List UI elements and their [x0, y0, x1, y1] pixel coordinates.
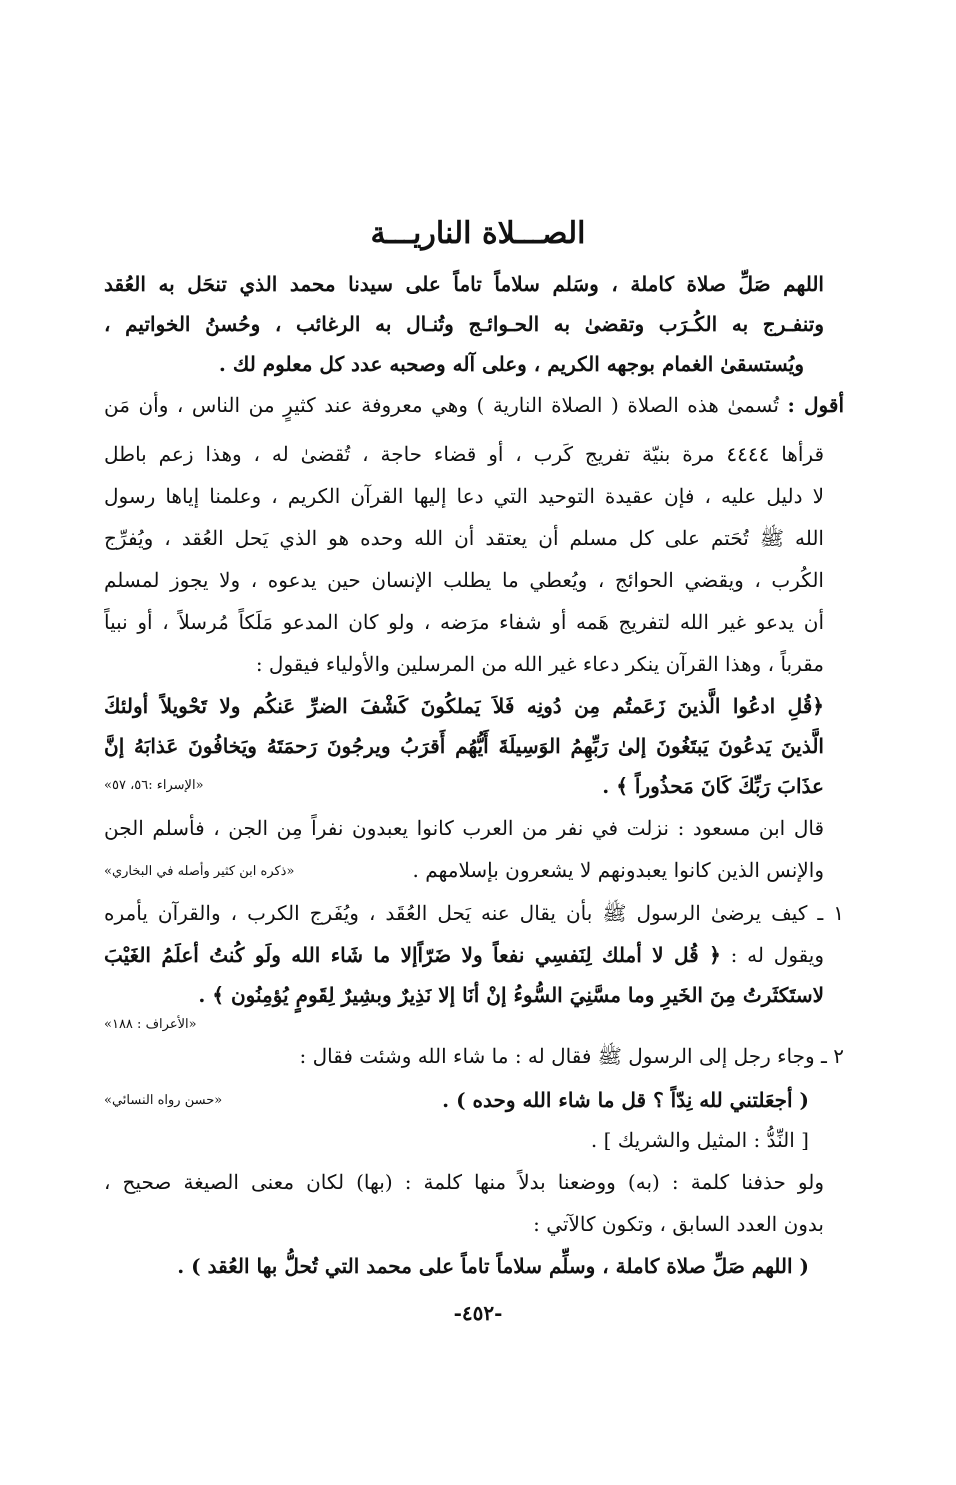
aqul-line-1 [104, 385, 844, 425]
reference-araf: «الأعراف : ١٨٨» [104, 1017, 197, 1032]
item-2-number: ٢ ـ [821, 1044, 844, 1068]
reference-ibn-kathir: «ذكره ابن كثير وأصله في البخاري» [104, 864, 295, 879]
page-number: -٤٥٢- [453, 1301, 503, 1325]
ibn-masud-line-2: والإنس الذين كانوا يعبدونهم لا يشعرون بإسلامهم . [412, 858, 824, 882]
aqul-line-3: لا دليل عليه ، فإن عقيدة التوحيد التي دعا إليها القرآن الكريم ، وعلمنا إياها رسول [104, 484, 824, 508]
quran-verse-1-line-1: ﴿قُلِ ادعُوا الَّذينَ زَعَمتُم مِن دُونِه فَلاَ يَملكُونَ كَشْفَ الضرِّ عَنكُم ولا تَحْويلاً أولئكَ [104, 694, 824, 718]
aqul-line-2: قرأها ٤٤٤٤ مرة بنيّة تفريج كَرب ، أو قضاء حاجة ، تُقضىٰ له ، وهذا زعم باطل [104, 442, 824, 466]
reference-isra: «الإسراء :٥٦، ٥٧» [104, 778, 204, 793]
aqul-line-7: مقرباً ، وهذا القرآن ينكر دعاء غير الله من المرسلين والأولياء فيقول : [255, 652, 824, 676]
quran-verse-1-line-2: الَّذينَ يَدعُونَ يَبتَغُونَ إلىٰ رَبِّهِمُ الوَسِيلَةَ أَيُّهُم أَقرَبُ ويرجُونَ رَحمَتَهُ ويَخافُونَ عَذابَهُ إنَّ [104, 734, 824, 758]
ibn-masud-line-1: قال ابن مسعود : نزلت في نفر من العرب كانوا يعبدون نفراً مِن الجن ، فأسلم الجن [104, 816, 824, 840]
aqul-line-5: الكُرب ، ويقضي الحوائج ، ويُعطي ما يطلب الإنسان حين يدعوه ، ولا يجوز لمسلم [104, 568, 824, 592]
prayer-line-1: اللهم صَلِّ صلاة كاملة ، وسَلم سلاماً تاماً على سيدنا محمد الذي تنحَل به العُقد [104, 272, 824, 296]
closing-line-2: بدون العدد السابق ، وتكون كالآتي : [533, 1212, 824, 1236]
quran-araf-line-2: لاستَكثَرتُ مِنَ الخَيرِ وما مسَّنِيَ السُّوءُ إنْ أنَا إلا نَذِيرٌ وبشِيرٌ لِقَومٍ يُؤمِنُون ﴾ . [198, 983, 824, 1007]
final-prayer: ( اللهم صَلِّ صلاة كاملة ، وسلِّم سلاماً تاماً على محمد التي تُحلُّ بها العُقد ) . [177, 1254, 809, 1278]
item-1-line-1 [104, 893, 844, 933]
page-title: الصـــلاة الناريـــة [370, 216, 586, 251]
quran-araf-line-1: ﴿ قُل لا أملك لِنَفسِي نفعاً ولا ضَرّاًإلا ما شَاء الله ولَو كُنتُ أعلَمُ الغَيْبَ [104, 943, 721, 967]
nidd-gloss: [ النِّدُّ : المثيل والشريك ] . [590, 1128, 809, 1152]
aqul-line-4: الله ﷺ تُحَتم على كل مسلم أن يعتقد أن الله وحده هو الذي يَحل العُقد ، ويُفرِّج [104, 526, 824, 550]
aqul-line-6: أن يدعو غير الله لتفريج هَمه أو شفاء مرَضه ، ولو كان المدعو مَلَكاً مُرسلاً ، أو نبياً [104, 610, 824, 634]
item-1-text: كيف يرضىٰ الرسول ﷺ بأن يقال عنه يَحل العُقَد ، ويُفَرج الكرب ، والقرآن يأمره [104, 901, 808, 925]
item-1-number: ١ ـ [817, 901, 844, 925]
aqul-label: أقول : [787, 393, 844, 417]
reference-nasai: «حسن رواه النسائي» [104, 1093, 223, 1108]
item-2-text: وجاء رجل إلى الرسول ﷺ فقال له : ما شاء الله وشئت فقال : [299, 1044, 815, 1068]
hadith-text: ( أجعَلتني لله نِدّاً ؟ قل ما شاء الله وحده ) . [442, 1088, 809, 1112]
aqul-first-text: تُسمىٰ هذه الصلاة ( الصلاة النارية ) وهي معروفة عند كثيرٍ من الناس ، وأن مَن [104, 393, 779, 417]
prayer-line-2: وتنفـرج به الكُـرَب وتقضىٰ به الحـوائـج وتُنـال به الرغائب ، وحُسنُ الخواتيم ، [104, 312, 824, 336]
item-1-intro: ويقول له : [730, 943, 824, 967]
closing-line-1: ولو حذفنا كلمة : (به) ووضعنا بدلاً منها كلمة : (بها) لكان معنى الصيغة صحيح ، [104, 1170, 824, 1194]
prayer-line-3: ويُستسقىٰ الغمام بوجهه الكريم ، وعلى آله وصحبه عدد كل معلوم لك . [218, 352, 804, 376]
quran-verse-1-line-3: عذَابَ رَبِّكَ كَانَ مَحذُوراً ﴾ . [602, 774, 824, 798]
item-2-line-1 [104, 1036, 844, 1076]
item-1-line-2 [104, 935, 824, 975]
